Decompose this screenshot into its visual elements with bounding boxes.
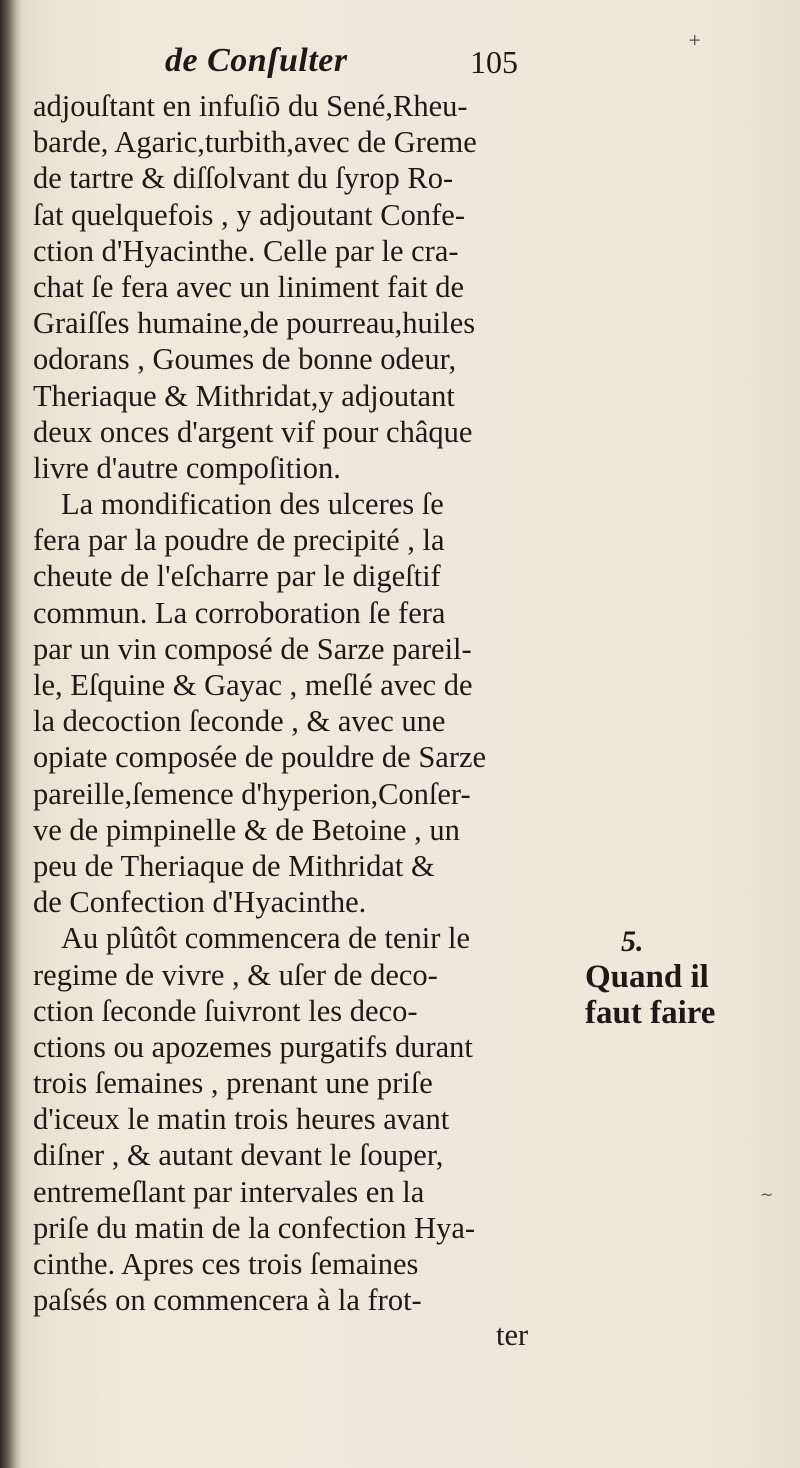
page-number: 105 — [470, 44, 518, 80]
ink-speck: ~ — [760, 1185, 774, 1204]
text-line: la decoction ſeconde , & avec une — [33, 704, 446, 739]
text-line: paſsés on commencera à la frot- — [33, 1283, 422, 1318]
text-line: ction ſeconde ſuivront les deco- — [33, 993, 418, 1028]
margin-note-number: 5. — [621, 925, 644, 958]
text-line: odorans , Goumes de bonne odeur, — [33, 342, 457, 377]
text-line: peu de Theriaque de Mithridat & — [33, 848, 435, 883]
margin-note — [585, 925, 735, 1031]
text-line: livre d'autre compoſition. — [33, 450, 341, 485]
text-line: ctions ou apozemes purgatifs durant — [33, 1029, 473, 1064]
ink-speck: + — [688, 30, 702, 49]
text-line: ſat quelquefois , y adjoutant Confe- — [33, 197, 465, 232]
text-line: Graiſſes humaine,de pourreau,huiles — [33, 306, 476, 341]
page-gutter-shadow — [0, 0, 22, 1468]
body-text — [33, 88, 553, 1318]
text-line: de tartre & diſſolvant du ſyrop Ro- — [33, 161, 454, 196]
text-line: commun. La corroboration ſe fera — [33, 595, 446, 630]
text-line: d'iceux le matin trois heures avant — [33, 1102, 450, 1137]
text-line: Au plûtôt commencera de tenir le — [61, 921, 471, 956]
text-line: diſner , & autant devant le ſouper, — [33, 1138, 444, 1173]
text-line: fera par la poudre de precipité , la — [33, 523, 445, 558]
running-title: de Conſulter — [165, 42, 348, 79]
text-line: La mondification des ulceres ſe — [61, 487, 444, 522]
text-line: de Confection d'Hyacinthe. — [33, 885, 367, 920]
margin-note-line: Quand il — [585, 959, 709, 995]
text-line: chat ſe fera avec un liniment fait de — [33, 269, 465, 304]
text-line: pareille,ſemence d'hyperion,Conſer- — [33, 776, 471, 811]
text-line: ction d'Hyacinthe. Celle par le cra- — [33, 233, 459, 268]
text-line: trois ſemaines , prenant une priſe — [33, 1066, 433, 1101]
text-line: cheute de l'eſcharre par le digeſtif — [33, 559, 441, 594]
text-line: barde, Agaric,turbith,avec de Greme — [33, 125, 477, 160]
text-line: entremeſlant par intervales en la — [33, 1174, 425, 1209]
catchword: ter — [496, 1318, 529, 1352]
page-header — [0, 42, 800, 82]
text-line: opiate composée de pouldre de Sarze — [33, 740, 487, 775]
text-line: adjouſtant en infuſiō du Sené,Rheu- — [33, 89, 468, 123]
text-line: le, Eſquine & Gayac , meſlé avec de — [33, 668, 473, 702]
text-line: priſe du matin de la confection Hya- — [33, 1210, 476, 1245]
text-line: ve de pimpinelle & de Betoine , un — [33, 812, 460, 847]
text-line: cinthe. Apres ces trois ſemaines — [33, 1247, 419, 1281]
text-line: deux onces d'argent vif pour châque — [33, 414, 473, 449]
text-line: regime de vivre , & uſer de deco- — [33, 957, 438, 992]
text-line: par un vin composé de Sarze pareil- — [33, 631, 472, 666]
text-line: Theriaque & Mithridat,y adjoutant — [33, 378, 455, 413]
margin-note-line: faut faire — [585, 995, 716, 1031]
